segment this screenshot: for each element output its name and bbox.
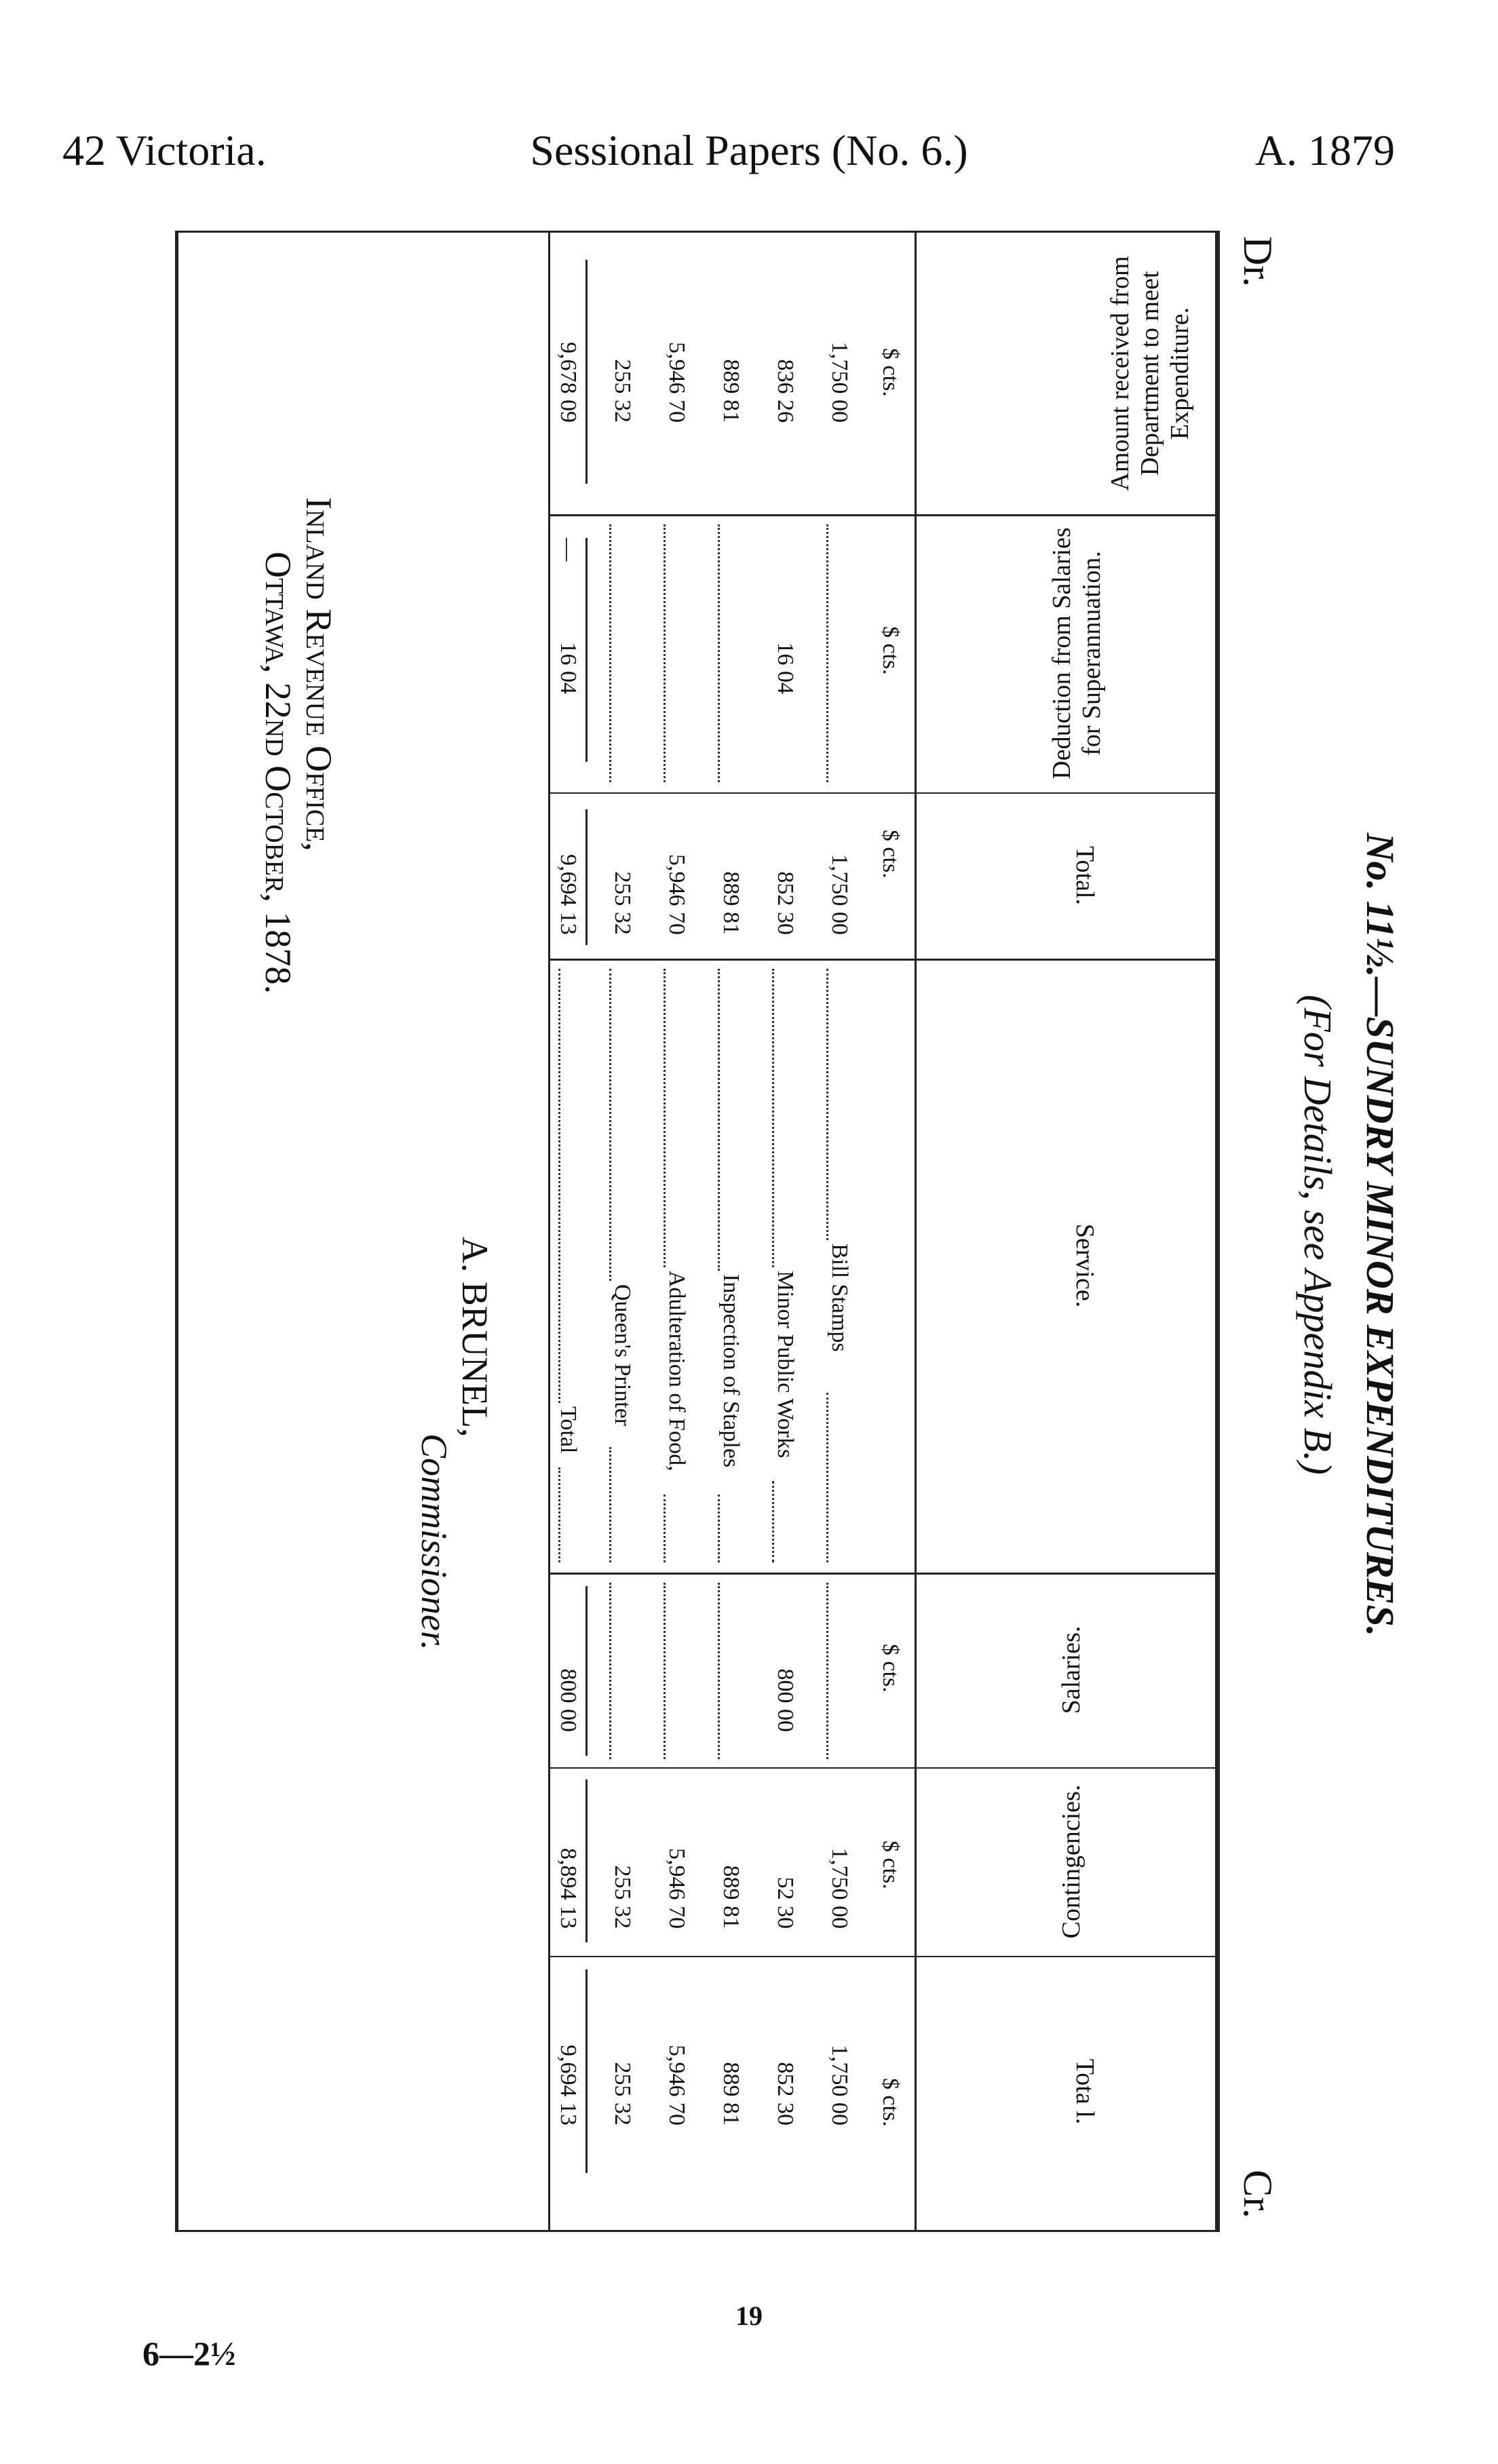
cell-total-right: 255 32 (610, 2062, 635, 2125)
leader-dots (664, 969, 666, 1267)
total-total-right: 9,694 13 (556, 2045, 581, 2125)
leader-dots (826, 1583, 828, 1759)
leader-dots (826, 524, 828, 782)
total-total-left: 9,694 13 (556, 854, 581, 935)
total-contingencies: 8,894 13 (556, 1848, 581, 1929)
total-deduction-mark: — (556, 538, 581, 561)
leader-dots (558, 969, 560, 1403)
rotated-table-page (195, 224, 1403, 2246)
cell-total-left: 255 32 (610, 871, 635, 935)
cell-contingencies: 889 81 (718, 1865, 744, 1929)
col-divider (550, 1573, 1215, 1575)
page-number: 19 (735, 2301, 763, 2331)
table-frame (175, 231, 1220, 2232)
cell-amount: 836 26 (773, 359, 798, 423)
header-left: 42 Victoria. (62, 126, 267, 174)
cell-total-left: 852 30 (773, 871, 798, 935)
cell-contingencies: 5,946 70 (664, 1848, 689, 1929)
signature-title: Commissioner. (414, 1433, 455, 1651)
total-salaries: 800 00 (556, 1668, 581, 1732)
leader-dots (718, 1495, 720, 1562)
leader-dots (609, 1583, 611, 1759)
cell-total-right: 1,750 00 (827, 2045, 852, 2125)
col-head-deduction: Deduction from Salaries for Superannuation. (1048, 527, 1106, 779)
total-rule (585, 260, 588, 484)
cell-amount: 255 32 (610, 359, 635, 423)
total-deduction: 16 04 (556, 642, 581, 694)
leader-dots (772, 969, 774, 1267)
total-rule (585, 1969, 588, 2173)
cell-amount: 889 81 (718, 359, 744, 423)
col-head-amount: Amount received from Department to meet Expenditure. (1106, 256, 1194, 491)
cell-total-left: 889 81 (718, 871, 744, 935)
cell-service: Bill Stamps (827, 1244, 852, 1352)
table-bottom-rule (548, 233, 550, 2230)
cell-total-left: 5,946 70 (664, 854, 689, 935)
cell-salaries: 800 00 (773, 1668, 798, 1732)
header-rule (915, 233, 917, 2230)
col-divider (550, 1767, 1215, 1769)
cell-service: Adulteration of Food, (664, 1271, 689, 1471)
footer-left: 6—2½ (142, 2334, 236, 2372)
cell-amount: 5,946 70 (664, 342, 689, 423)
units-label: $ cts. (878, 830, 903, 879)
cell-service: Queen's Printer (610, 1284, 635, 1427)
cr-label: Cr. (1235, 2170, 1280, 2218)
total-rule (585, 1779, 588, 1942)
leader-dots (609, 1447, 611, 1562)
leader-dots (609, 524, 611, 782)
leader-dots (772, 1481, 774, 1562)
col-head-total-right: Tota l. (1071, 2058, 1099, 2125)
cell-total-left: 1,750 00 (827, 854, 852, 935)
cell-total-right: 889 81 (718, 2062, 744, 2125)
office-line-1: Inland Revenue Office, (299, 497, 339, 851)
units-label: $ cts. (878, 2078, 903, 2127)
signature-name: A. BRUNEL, (455, 1237, 495, 1438)
leader-dots (664, 524, 666, 782)
leader-dots (664, 1495, 666, 1562)
leader-dots (664, 1583, 666, 1759)
cell-contingencies: 255 32 (610, 1865, 635, 1929)
leader-dots (718, 969, 720, 1271)
col-divider (550, 514, 1215, 516)
header-center: Sessional Papers (No. 6.) (530, 126, 968, 174)
units-label: $ cts. (878, 626, 903, 675)
col-divider (550, 959, 1215, 961)
total-rule (585, 809, 588, 945)
units-label: $ cts. (878, 348, 903, 397)
total-service-label: Total (556, 1406, 581, 1454)
cell-service: Inspection of Staples (718, 1274, 744, 1468)
header-right: A. 1879 (1254, 126, 1395, 174)
cell-total-right: 5,946 70 (664, 2045, 689, 2125)
cell-total-right: 852 30 (773, 2062, 798, 2125)
table-subtitle: (For Details, see Appendix B.) (1296, 995, 1340, 1475)
units-label: $ cts. (878, 1841, 903, 1889)
col-head-total-left: Total. (1071, 845, 1099, 906)
office-line-2: Ottawa, 22nd October, 1878. (258, 552, 299, 994)
leader-dots (826, 1393, 828, 1562)
col-divider (550, 792, 1215, 794)
dr-label: Dr. (1235, 236, 1280, 287)
cell-amount: 1,750 00 (827, 342, 852, 423)
table-title: No. 11½.—SUNDRY MINOR EXPENDITURES. (1358, 832, 1402, 1637)
leader-dots (609, 969, 611, 1281)
cell-contingencies: 52 30 (773, 1876, 798, 1929)
total-rule (585, 538, 588, 762)
col-divider (550, 1956, 1215, 1957)
total-rule (585, 1586, 588, 1756)
col-head-salaries: Salaries. (1057, 1625, 1086, 1714)
col-head-contingencies: Contingencies. (1057, 1784, 1086, 1939)
cell-contingencies: 1,750 00 (827, 1848, 852, 1929)
units-label: $ cts. (878, 1644, 903, 1693)
leader-dots (718, 1583, 720, 1759)
leader-dots (826, 969, 828, 1240)
leader-dots (718, 524, 720, 782)
col-head-service: Service. (1071, 1223, 1099, 1308)
cell-deduction: 16 04 (773, 642, 798, 694)
leader-dots (558, 1467, 560, 1562)
total-amount: 9,678 09 (556, 342, 581, 423)
cell-service: Minor Public Works (773, 1271, 798, 1459)
